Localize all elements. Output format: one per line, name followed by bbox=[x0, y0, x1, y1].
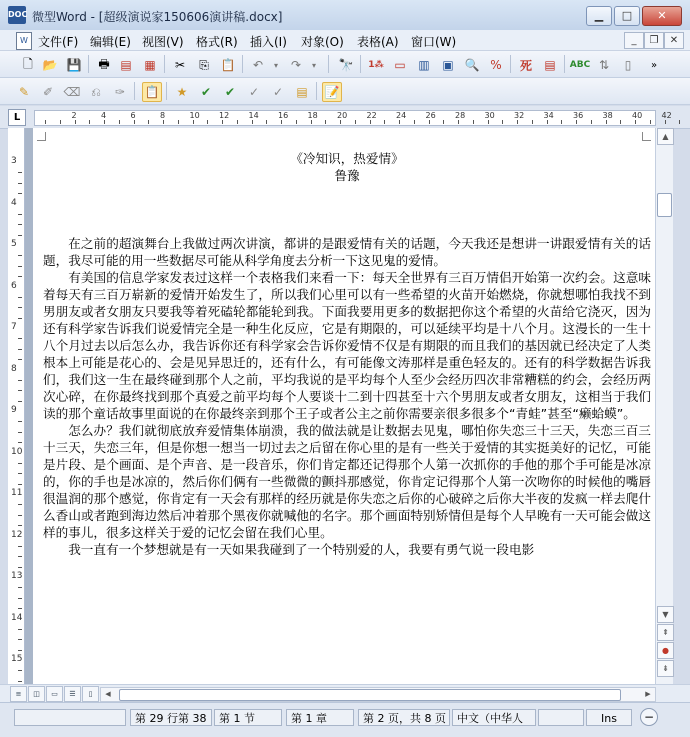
vruler-tick bbox=[18, 307, 22, 308]
paste-button[interactable] bbox=[218, 55, 238, 75]
cut-button[interactable] bbox=[170, 55, 190, 75]
browse-object-button[interactable] bbox=[657, 642, 674, 659]
ruler-number: 34 bbox=[543, 111, 554, 120]
export-pdf-button[interactable] bbox=[140, 55, 160, 75]
ruler-tick bbox=[547, 120, 548, 124]
vruler-tick bbox=[18, 338, 22, 339]
insert-mode-indicator[interactable]: Ins bbox=[586, 709, 632, 726]
ruler-tick bbox=[532, 120, 533, 124]
percent-icon: % bbox=[490, 58, 502, 72]
bookmark-star-icon: ★ bbox=[176, 85, 188, 99]
page-setup-button[interactable] bbox=[438, 55, 458, 75]
format-icon: ✑ bbox=[114, 85, 126, 99]
menu-object[interactable]: 对象(O) bbox=[301, 35, 344, 49]
copy-button[interactable] bbox=[194, 55, 214, 75]
doc-close-button[interactable] bbox=[664, 32, 684, 49]
toolbar-separator bbox=[564, 55, 565, 73]
status-section: 第 1 节 bbox=[214, 709, 282, 726]
color-icon: ▤ bbox=[544, 58, 556, 72]
status-chapter: 第 1 章 bbox=[286, 709, 354, 726]
ruler-tick bbox=[355, 120, 356, 124]
menu-table[interactable]: 表格(A) bbox=[357, 35, 399, 49]
ruler-number: 26 bbox=[425, 111, 436, 120]
ruler-tick bbox=[340, 120, 341, 124]
ruler-tick bbox=[488, 120, 489, 124]
menu-format[interactable]: 格式(R) bbox=[196, 35, 238, 49]
open-button[interactable] bbox=[40, 55, 60, 75]
text-direction-icon: ⇅ bbox=[598, 58, 610, 72]
ruler-tick bbox=[75, 120, 76, 124]
horizontal-scrollbar[interactable] bbox=[100, 687, 656, 702]
menu-view[interactable]: 视图(V) bbox=[142, 35, 184, 49]
highlight-button[interactable] bbox=[14, 82, 34, 102]
close-button[interactable] bbox=[642, 6, 682, 26]
page-view-icon: ▭ bbox=[51, 690, 58, 698]
check-pencil-icon: ✓ bbox=[272, 85, 284, 99]
document-author: 鲁豫 bbox=[334, 168, 360, 183]
note-icon: ▤ bbox=[296, 85, 308, 99]
restore-button[interactable] bbox=[86, 82, 106, 102]
vruler-tick bbox=[18, 401, 22, 402]
vruler-tick bbox=[18, 432, 22, 433]
print-button[interactable] bbox=[94, 55, 114, 75]
scroll-left-button[interactable] bbox=[101, 688, 115, 701]
normal-view-icon: ≡ bbox=[15, 690, 22, 698]
review-pane-button[interactable] bbox=[322, 82, 342, 102]
cut-icon: ✂ bbox=[174, 58, 186, 72]
vruler-tick bbox=[18, 556, 22, 557]
toolbar-separator bbox=[166, 82, 167, 100]
columns-icon: ▥ bbox=[418, 58, 430, 72]
redo-icon: ↷ bbox=[290, 58, 302, 72]
vruler-number: 15 bbox=[11, 654, 23, 664]
browse-dot-icon: ● bbox=[662, 646, 669, 655]
ruler-tick bbox=[399, 120, 400, 124]
vruler-tick bbox=[18, 670, 22, 671]
find-button[interactable] bbox=[336, 55, 356, 75]
save-icon: 💾 bbox=[66, 58, 82, 72]
ruler-number: 12 bbox=[219, 111, 230, 120]
minimize-icon: ▁ bbox=[594, 9, 604, 22]
ruler-tick bbox=[414, 120, 415, 124]
ruler-tick bbox=[502, 120, 503, 124]
web-view-icon: ◫ bbox=[33, 690, 40, 698]
double-up-icon: ⇞ bbox=[662, 628, 669, 637]
menu-window[interactable]: 窗口(W) bbox=[411, 35, 457, 49]
scroll-thumb[interactable] bbox=[657, 193, 672, 217]
vertical-scrollbar[interactable] bbox=[655, 128, 673, 684]
color-button[interactable] bbox=[540, 55, 560, 75]
ruler-tick bbox=[163, 120, 164, 124]
ruler-number: 6 bbox=[130, 111, 136, 120]
ruler-number: 2 bbox=[71, 111, 77, 120]
paragraph: 在之前的超演舞台上我做过两次讲演，都讲的是跟爱情有关的话题，今天我还是想讲一讲跟爱情有关的话题，我尽可能的用一些数据尽可能从科学角度去分析一下这见鬼的爱情。 bbox=[43, 236, 651, 268]
bookmark-button[interactable] bbox=[172, 82, 192, 102]
page-view-button[interactable] bbox=[46, 686, 63, 702]
ruler-tick bbox=[60, 120, 61, 124]
ruler-tick bbox=[237, 120, 238, 124]
vruler-tick bbox=[18, 349, 22, 350]
toolbar-separator bbox=[360, 55, 361, 73]
vruler-tick bbox=[18, 224, 22, 225]
ruler-number: 42 bbox=[661, 111, 672, 120]
export-pdf-icon: ▦ bbox=[144, 58, 156, 72]
zoom-button[interactable] bbox=[462, 55, 482, 75]
restore-icon: ⎌ bbox=[91, 84, 101, 99]
vruler-tick bbox=[18, 484, 22, 485]
ruler-number: 8 bbox=[160, 111, 166, 120]
toolbar-separator bbox=[88, 55, 89, 73]
reject-button[interactable] bbox=[244, 82, 264, 102]
ruler-tick bbox=[148, 120, 149, 124]
clipboard-icon: 📋 bbox=[144, 85, 160, 99]
ruler-tick bbox=[517, 120, 518, 124]
toolbar-separator bbox=[316, 82, 317, 100]
ruler-tick bbox=[45, 120, 46, 124]
vruler-tick bbox=[18, 546, 22, 547]
vruler-tick bbox=[18, 235, 22, 236]
font-button[interactable] bbox=[516, 55, 536, 75]
vruler-tick bbox=[18, 266, 22, 267]
vruler-tick bbox=[18, 276, 22, 277]
web-view-button[interactable] bbox=[28, 686, 45, 702]
font-icon: 死 bbox=[519, 58, 532, 73]
vruler-tick bbox=[18, 183, 22, 184]
maximize-button[interactable] bbox=[614, 6, 640, 26]
document-area bbox=[25, 128, 655, 684]
undo-button[interactable] bbox=[248, 55, 268, 75]
clipboard-button[interactable] bbox=[142, 82, 162, 102]
status-page: 第 2 页，共 8 页 bbox=[358, 709, 450, 726]
ruler-tick bbox=[311, 120, 312, 124]
next-page-button[interactable] bbox=[657, 660, 674, 677]
vruler-tick bbox=[18, 380, 22, 381]
doc-minimize-button[interactable] bbox=[624, 32, 644, 49]
word-app-icon: DOC bbox=[8, 6, 26, 24]
ruler-tick bbox=[473, 120, 474, 124]
vruler-tick bbox=[18, 442, 22, 443]
vruler-number: 14 bbox=[11, 612, 23, 623]
menu-edit[interactable]: 编辑(E) bbox=[90, 35, 131, 49]
ruler-tick bbox=[384, 120, 385, 124]
ruler-tick bbox=[635, 120, 636, 124]
toolbar-separator bbox=[242, 55, 243, 73]
open-folder-icon: 📂 bbox=[42, 58, 58, 72]
vruler-number: 8 bbox=[11, 363, 17, 374]
print-preview-button[interactable] bbox=[116, 55, 136, 75]
vruler-tick bbox=[18, 421, 22, 422]
normal-view-button[interactable] bbox=[10, 686, 27, 702]
vruler-number: 9 bbox=[11, 405, 17, 415]
ruler-tick bbox=[650, 120, 651, 124]
undo-dropdown[interactable] bbox=[266, 55, 286, 75]
print-icon: 🖶 bbox=[98, 56, 110, 71]
ruler-tick bbox=[134, 120, 135, 124]
outline-view-icon: ☰ bbox=[69, 690, 76, 698]
reading-view-icon: ▯ bbox=[88, 690, 93, 698]
ruler-tick bbox=[193, 120, 194, 124]
ruler-tick bbox=[325, 120, 326, 124]
review-toolbar bbox=[0, 78, 690, 105]
review-icon: 📝 bbox=[324, 85, 340, 99]
ruler-tick bbox=[443, 120, 444, 124]
tab-stop-selector[interactable]: L bbox=[8, 109, 26, 126]
spell-check-button[interactable] bbox=[570, 55, 590, 75]
document-icon[interactable]: W bbox=[16, 32, 32, 50]
new-document-icon: 🗋 bbox=[23, 56, 33, 71]
new-document-button[interactable] bbox=[18, 55, 38, 75]
toolbar-separator bbox=[134, 82, 135, 100]
scroll-up-button[interactable] bbox=[657, 128, 674, 145]
toolbar-separator bbox=[510, 55, 511, 73]
vruler-tick bbox=[18, 463, 22, 464]
ruler-tick bbox=[665, 120, 666, 124]
vruler-tick bbox=[18, 629, 22, 630]
page-number-button[interactable] bbox=[366, 55, 386, 75]
page-setup-icon: ▣ bbox=[442, 58, 454, 72]
ruler-tick bbox=[207, 120, 208, 124]
maximize-icon: □ bbox=[621, 9, 633, 22]
horizontal-scroll-row bbox=[0, 684, 690, 702]
status-language: 中文（中华人 bbox=[452, 709, 536, 726]
insert-table-icon: ▭ bbox=[394, 58, 406, 72]
menu-bar bbox=[0, 30, 690, 51]
arrow-left-icon: ◀ bbox=[105, 690, 111, 698]
ruler-number: 40 bbox=[632, 111, 643, 120]
vruler-tick bbox=[18, 214, 22, 215]
ruler-tick bbox=[266, 120, 267, 124]
arrow-right-icon: ▶ bbox=[645, 690, 651, 698]
vruler-number: 6 bbox=[11, 280, 17, 291]
highlight-icon: ✎ bbox=[18, 85, 30, 99]
edit-icon: ✐ bbox=[42, 85, 54, 99]
ruler-number: 36 bbox=[573, 111, 584, 120]
note-button[interactable] bbox=[292, 82, 312, 102]
redo-button[interactable] bbox=[286, 55, 306, 75]
ruler-number: 38 bbox=[602, 111, 613, 120]
paste-icon: 📋 bbox=[220, 58, 236, 72]
blank-button[interactable] bbox=[618, 55, 638, 75]
text-direction-button[interactable] bbox=[594, 55, 614, 75]
vruler-tick bbox=[18, 650, 22, 651]
percent-button[interactable] bbox=[486, 55, 506, 75]
close-icon: ✕ bbox=[657, 9, 667, 22]
vruler-number: 3 bbox=[11, 156, 17, 166]
ruler-tick bbox=[429, 120, 430, 124]
zoom-icon: 🔍 bbox=[464, 58, 480, 72]
document-page[interactable] bbox=[33, 128, 655, 684]
ruler-tick bbox=[679, 120, 680, 124]
document-title: 《冷知识，热爱情》 bbox=[290, 151, 404, 166]
vruler-tick bbox=[18, 567, 22, 568]
vruler-number: 13 bbox=[11, 571, 23, 581]
check-icon: ✔ bbox=[200, 85, 212, 99]
close-icon: ✕ bbox=[669, 35, 679, 46]
ruler-tick bbox=[561, 120, 562, 124]
format-button[interactable] bbox=[110, 82, 130, 102]
outline-view-button[interactable] bbox=[64, 686, 81, 702]
horizontal-scroll-thumb[interactable] bbox=[119, 689, 621, 701]
ruler-tick bbox=[620, 120, 621, 124]
double-down-icon: ⇟ bbox=[662, 664, 669, 673]
minimize-button[interactable] bbox=[586, 6, 612, 26]
vruler-tick bbox=[18, 598, 22, 599]
standard-toolbar bbox=[0, 51, 690, 78]
title-bar bbox=[0, 0, 690, 31]
ruler-number: 14 bbox=[248, 111, 259, 120]
vruler-tick bbox=[18, 473, 22, 474]
vruler-tick bbox=[18, 525, 22, 526]
ruler-tick bbox=[458, 120, 459, 124]
columns-button[interactable] bbox=[414, 55, 434, 75]
delete-icon: ⌫ bbox=[63, 85, 81, 99]
ruler-tick bbox=[281, 120, 282, 124]
vruler-tick bbox=[18, 681, 22, 682]
blank-icon: ▯ bbox=[624, 58, 632, 72]
scroll-right-button[interactable] bbox=[641, 688, 655, 701]
toolbar-overflow[interactable] bbox=[644, 55, 664, 75]
vruler-tick bbox=[18, 390, 22, 391]
ruler-number: 4 bbox=[101, 111, 107, 120]
status-blank bbox=[538, 709, 584, 726]
chevron-right-icon: » bbox=[650, 59, 658, 71]
ruler-scale[interactable] bbox=[34, 110, 672, 126]
ruler-tick bbox=[606, 120, 607, 124]
status-bar bbox=[0, 702, 690, 737]
check-green-icon: ✔ bbox=[224, 85, 236, 99]
vruler-number: 11 bbox=[11, 488, 23, 498]
reading-view-button[interactable] bbox=[82, 686, 99, 702]
vruler-tick bbox=[18, 193, 22, 194]
vruler-tick bbox=[18, 255, 22, 256]
vertical-ruler[interactable] bbox=[8, 128, 25, 688]
vruler-tick bbox=[18, 515, 22, 516]
vruler-number: 5 bbox=[11, 239, 17, 249]
ruler-tick bbox=[296, 120, 297, 124]
window-title: 微型Word - [超级演说家150606演讲稿.docx] bbox=[32, 10, 283, 24]
paragraph: 有美国的信息学家发表过这样一个表格我们来看一下：每天全世界有三百万情侣开始第一次约会。这意味着每天有三百万崭新的爱情开始发生了，所以我们心里可以有一些希望的火苗开始燃烧，你就想哪怕我找不到男朋友或者女朋友只要我等着死磕轮都能轮到我。下面我要用更多的数据把你这个希望的火苗给它浇灭，因为还有科学家告诉我们说爱情完全是一种生化反应，它是有期限的，可以延续平均是十八个月。这漫长的一生十八个月过去以后怎么办，我告诉你还有科学家会告诉你爱情不仅是有期限的而且我们的基因就已经决定了人类根本上可能是花心的、会是见异思迁的，还有什么，有可能像文涛那样是重色轻友的。还有的科学数据告诉我们，我们这一生在最终碰到那个人之前，平均我说的是平均每个人至少会经历四次非常糟糕的约会，会经历两次心碎，在你最终找到那个真爱之前平均每个人要谈十二到十四甚至十六个男朋友或者女朋友，这相当于我们读的那个童话故事里面说的在你最终亲到那个王子或者公主之前你需要亲很多很多个“青蛙”甚至“癞蛤蟆”。 bbox=[43, 270, 651, 421]
insert-table-button[interactable] bbox=[390, 55, 410, 75]
reject-all-button[interactable] bbox=[268, 82, 288, 102]
chevron-down-icon: ▾ bbox=[273, 60, 278, 70]
ruler-number: 32 bbox=[514, 111, 525, 120]
ruler-tick bbox=[89, 120, 90, 124]
vruler-number: 7 bbox=[11, 322, 17, 332]
ruler-tick bbox=[576, 120, 577, 124]
ruler-tick bbox=[370, 120, 371, 124]
margin-corner-mark bbox=[642, 132, 651, 141]
menu-file[interactable]: 文件(F) bbox=[38, 35, 79, 49]
doc-restore-button[interactable] bbox=[644, 32, 664, 49]
ruler-number: 22 bbox=[366, 111, 377, 120]
toolbar-separator bbox=[164, 55, 165, 73]
ruler-number: 24 bbox=[396, 111, 407, 120]
vruler-tick bbox=[18, 587, 22, 588]
accept-button[interactable] bbox=[196, 82, 216, 102]
status-empty bbox=[14, 709, 126, 726]
ruler-tick bbox=[252, 120, 253, 124]
ruler-number: 20 bbox=[337, 111, 348, 120]
vruler-tick bbox=[18, 318, 22, 319]
arrow-up-icon: ▲ bbox=[662, 132, 669, 141]
spell-check-icon: ABC bbox=[569, 60, 591, 70]
margin-corner-mark bbox=[37, 132, 46, 141]
ruler-tick bbox=[591, 120, 592, 124]
ruler-number: 18 bbox=[307, 111, 318, 120]
undo-icon: ↶ bbox=[252, 58, 264, 72]
paragraph: 我一直有一个梦想就是有一天如果我碰到了一个特别爱的人，我要有勇气说一段电影 bbox=[68, 542, 535, 557]
vruler-tick bbox=[18, 172, 22, 173]
find-icon: 🔭 bbox=[338, 58, 354, 72]
ruler-tick bbox=[104, 120, 105, 124]
edit-button[interactable] bbox=[38, 82, 58, 102]
ruler-number: 10 bbox=[189, 111, 200, 120]
accept-all-button[interactable] bbox=[220, 82, 240, 102]
vruler-number: 10 bbox=[11, 446, 23, 457]
arrow-down-icon: ▼ bbox=[662, 610, 669, 619]
ruler-tick bbox=[178, 120, 179, 124]
check-gray-icon: ✓ bbox=[248, 85, 260, 99]
chevron-down-icon: ▾ bbox=[311, 60, 316, 70]
page-number-icon: 1⁂ bbox=[368, 60, 384, 70]
vruler-number: 4 bbox=[11, 197, 17, 208]
ruler-number: 28 bbox=[455, 111, 466, 120]
zoom-out-icon[interactable]: − bbox=[640, 708, 658, 726]
vruler-tick bbox=[18, 297, 22, 298]
redo-dropdown[interactable] bbox=[304, 55, 324, 75]
minimize-icon: _ bbox=[631, 35, 637, 46]
restore-icon: ❐ bbox=[649, 35, 659, 46]
horizontal-ruler bbox=[0, 106, 690, 129]
delete-button[interactable] bbox=[62, 82, 82, 102]
vruler-tick bbox=[18, 639, 22, 640]
ruler-tick bbox=[222, 120, 223, 124]
document-body[interactable] bbox=[43, 150, 651, 558]
zoom-control[interactable] bbox=[640, 708, 680, 726]
status-line-column: 第 29 行第 38 bbox=[130, 709, 212, 726]
vruler-number: 12 bbox=[11, 529, 23, 540]
vruler-tick bbox=[18, 608, 22, 609]
print-preview-icon: ▤ bbox=[120, 58, 132, 72]
toolbar-separator bbox=[328, 55, 329, 73]
save-button[interactable] bbox=[64, 55, 84, 75]
scroll-down-button[interactable] bbox=[657, 606, 674, 623]
ruler-number: 16 bbox=[278, 111, 289, 120]
ruler-number: 30 bbox=[484, 111, 495, 120]
vruler-tick bbox=[18, 359, 22, 360]
vruler-tick bbox=[18, 504, 22, 505]
menu-insert[interactable]: 插入(I) bbox=[250, 35, 287, 49]
previous-page-button[interactable] bbox=[657, 624, 674, 641]
ruler-tick bbox=[119, 120, 120, 124]
copy-icon: ⎘ bbox=[199, 57, 209, 72]
paragraph: 怎么办？我们就彻底放弃爱情集体崩溃，我的做法就是让数据去见鬼，哪怕你失恋三十三天，失恋三百三十三天，失恋三年，但是你想一想当一切过去之后留在你心里的是有一些关于爱情的其实挺美好的记忆，可能是片段、是个画面、是个声音、是一段音乐，你们肯定都还记得那个人第一次抓你的手他的那个手可能是冰凉的，你的手也是冰凉的，然后你们俩有一些微微的颤抖那感觉，你肯定记得那个人第一次吻你的时候他的嘴唇很温润的那个感觉，你肯定有一天会有那样的经历就是你失恋之后你的心破碎之后你大半夜的发疯一样去爬什么香山或者跑到海边然后冲着那个黑夜你就喊他的名字。那个画面特别矫情但是每个人早晚有一天可能会做这样的事儿，很多这样关于爱的记忆会留在我们心里。 bbox=[43, 423, 651, 540]
